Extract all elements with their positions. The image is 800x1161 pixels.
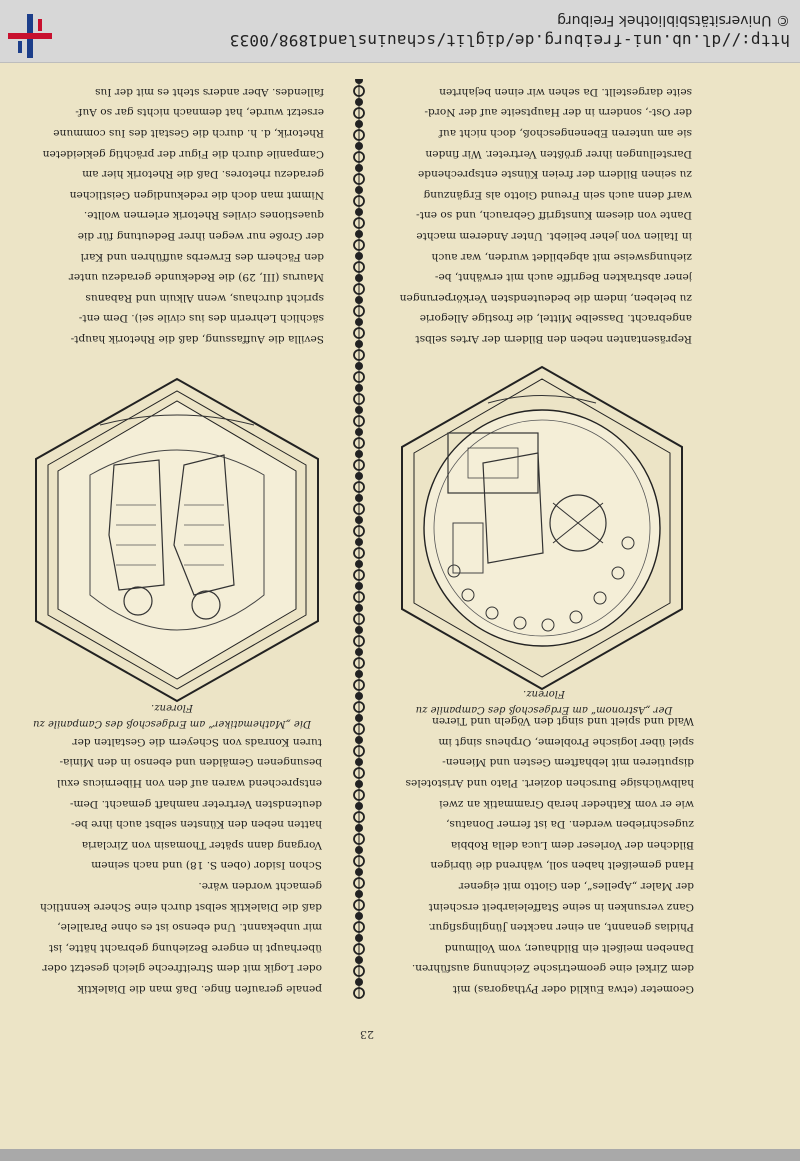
- text-line: überhaupt in engere Beziehung gebracht hätte, ist: [49, 941, 322, 954]
- text-line: mir unbekannt. Und ebenso ist es ohne Parallele,: [57, 921, 322, 934]
- text-line: oder Logik mit dem Streitfreche gleich gesetzt oder: [42, 962, 322, 975]
- text-line: Wald und spielt und singt den Vögeln und Tieren: [432, 715, 694, 728]
- text-line: deutendsten Vertreter namhaft gemacht. Dem-: [69, 797, 322, 810]
- text-line: Sevilla die Auffassung, daß die Rhetorik haupt-: [70, 333, 324, 345]
- text-column-top-right: [24, 731, 322, 999]
- text-line: Vorgang dann später Thomasin von Zirclaria: [81, 838, 322, 851]
- text-line: in Italien von jeher beliebt. Unter Anderem machte: [416, 230, 692, 243]
- text-line: Maurus (III, 29) die Redekunde geradezu unter: [68, 271, 324, 284]
- text-line: zu seinen Bildern der freien Künste entsprechende: [417, 168, 692, 181]
- text-line: daß die Dialektik selbst durch eine Schere kenntlich: [39, 900, 322, 913]
- text-line: besungenen Gemälden und ebenso in den Minia-: [59, 756, 322, 769]
- ornamental-divider: [350, 79, 368, 999]
- text-line: turen Konrads von Scheyern die Gestalten der: [72, 735, 322, 748]
- text-line: Phidias genannt, an einer nackten Jünglingsfigur.: [428, 921, 694, 934]
- text-line: Campanile durch die Figur der prächtig gekleideten: [42, 147, 324, 160]
- text-line: den Fächern des Erwerbs aufführen und Karl: [80, 250, 324, 263]
- book-page: [0, 63, 800, 1149]
- text-line: halbwüchsige Burschen doziert. Plato und Aristoteles: [405, 777, 694, 790]
- top-gray-margin: [0, 1149, 800, 1161]
- text-line: sächlich Lehrerin des ius civile sei). Dem ent-: [78, 312, 324, 325]
- text-column-bottom-right: [394, 81, 692, 349]
- text-line: der Ost-, sondern in der Hauptseite auf der Nord-: [424, 106, 692, 119]
- university-logo-icon: [8, 14, 52, 58]
- source-url[interactable]: http://dl.ub.uni-freiburg.de/diglit/schauinsland1898/0033: [229, 31, 790, 50]
- text-line: hatten neben den Künsten selbst auch ihre be-: [71, 818, 322, 831]
- text-line: fallendes. Aber anders steht es mit der Ius: [95, 85, 324, 98]
- caption-left-plate: Die „Mathematiker“ am Erdgeschoß des Campanile zu Florenz.: [33, 702, 311, 729]
- caption-right-plate: Der „Astronom“ am Erdgeschoß des Campanile zu Florenz.: [415, 688, 673, 715]
- text-line: Darstellungen ihrer größten Vertreter. Wir finden: [425, 147, 692, 160]
- relief-plate-astronomer: [30, 375, 324, 705]
- text-line: seite dargestellt. Da sehen wir einen bejahrten: [439, 85, 692, 98]
- text-line: dem Zirkel eine geometrische Zeichnung ausführen.: [411, 962, 694, 975]
- text-line: Rhetorik, d. h. durch die Gestalt des Ius commune: [53, 127, 324, 140]
- text-line: ziehungsweise mit abgebildet wurden, war auch: [431, 250, 692, 263]
- text-line: Daneben meißelt ein Bildhauer, vom Vollmund: [444, 941, 694, 954]
- text-line: Schon Isidor (oben S. 18) und nach seinem: [91, 859, 322, 872]
- text-line: Repräsentanten neben den Bildern der Artes selbst: [415, 333, 692, 345]
- text-line: ersetzt wurde, hat demnach nichts gar so Auf-: [75, 106, 324, 119]
- text-line: Nimmt man doch die redekundigen Geistlichen: [69, 188, 324, 201]
- text-line: Bildchen der Vorleser dem Luca della Robbia: [450, 838, 694, 851]
- relief-plate-mathematician: [396, 363, 688, 693]
- text-line: Dante von diesem Kunstgriff Gebrauch, und so ent-: [416, 209, 692, 222]
- text-line: Geometer (etwa Euklid oder Pythagoras) mit: [452, 983, 694, 995]
- text-line: disputieren mit lebhaftem Gesten und Mienen-: [442, 756, 694, 769]
- text-line: der Große nur wegen ihrer Bedeutung für die: [77, 230, 324, 243]
- text-line: spricht durchaus, wenn Alkuin und Rabanus: [85, 291, 324, 304]
- text-line: entsprechend waren auf den von Hibernicus exul: [57, 777, 322, 790]
- text-line: quaestiones civiles Rhetorik erlernen wollte.: [83, 209, 324, 222]
- text-line: zugeschrieben werden. Da ist ferner Donatus,: [446, 818, 694, 831]
- text-line: geradezu rhetores. Daß die Rhetorik hier am: [82, 168, 324, 181]
- text-line: Hand gemeißelt haben soll, während die übrigen: [430, 859, 694, 872]
- text-line: wie er vom Katheder herab Grammatik an zwei: [439, 797, 694, 810]
- text-line: jener abstrakten Begriffe auch mit erwähnt, be-: [434, 271, 692, 284]
- text-line: spiel über logische Probleme, Orpheus singt im: [438, 735, 694, 748]
- text-line: zu beleben, indem die bedeutendsten Verkörperungen: [399, 291, 692, 304]
- text-column-top-left: [394, 711, 694, 999]
- text-line: sie am unteren Ebenengeschoß, doch nicht auf: [439, 127, 692, 140]
- viewer-footer-bar: [0, 0, 800, 63]
- copyright-text: © Universitätsbibliothek Freiburg: [557, 12, 790, 28]
- page-number: 23: [360, 1028, 374, 1041]
- text-line: warf denn auch sein Freund Giotto als Ergänzung: [423, 188, 692, 201]
- text-line: der Maler „Apelles“, den Giotto mit eigener: [458, 880, 694, 893]
- text-column-bottom-left: [24, 81, 324, 349]
- text-line: Ganz versunken in seine Staffeleiarbeit erscheint: [428, 900, 694, 913]
- text-line: angebracht. Dasselbe Mittel, die frostige Allegorie: [419, 312, 692, 325]
- text-line: gemacht worden wäre.: [198, 880, 322, 893]
- text-line: penale geraufen finge. Daß man die Dialektik: [77, 983, 322, 995]
